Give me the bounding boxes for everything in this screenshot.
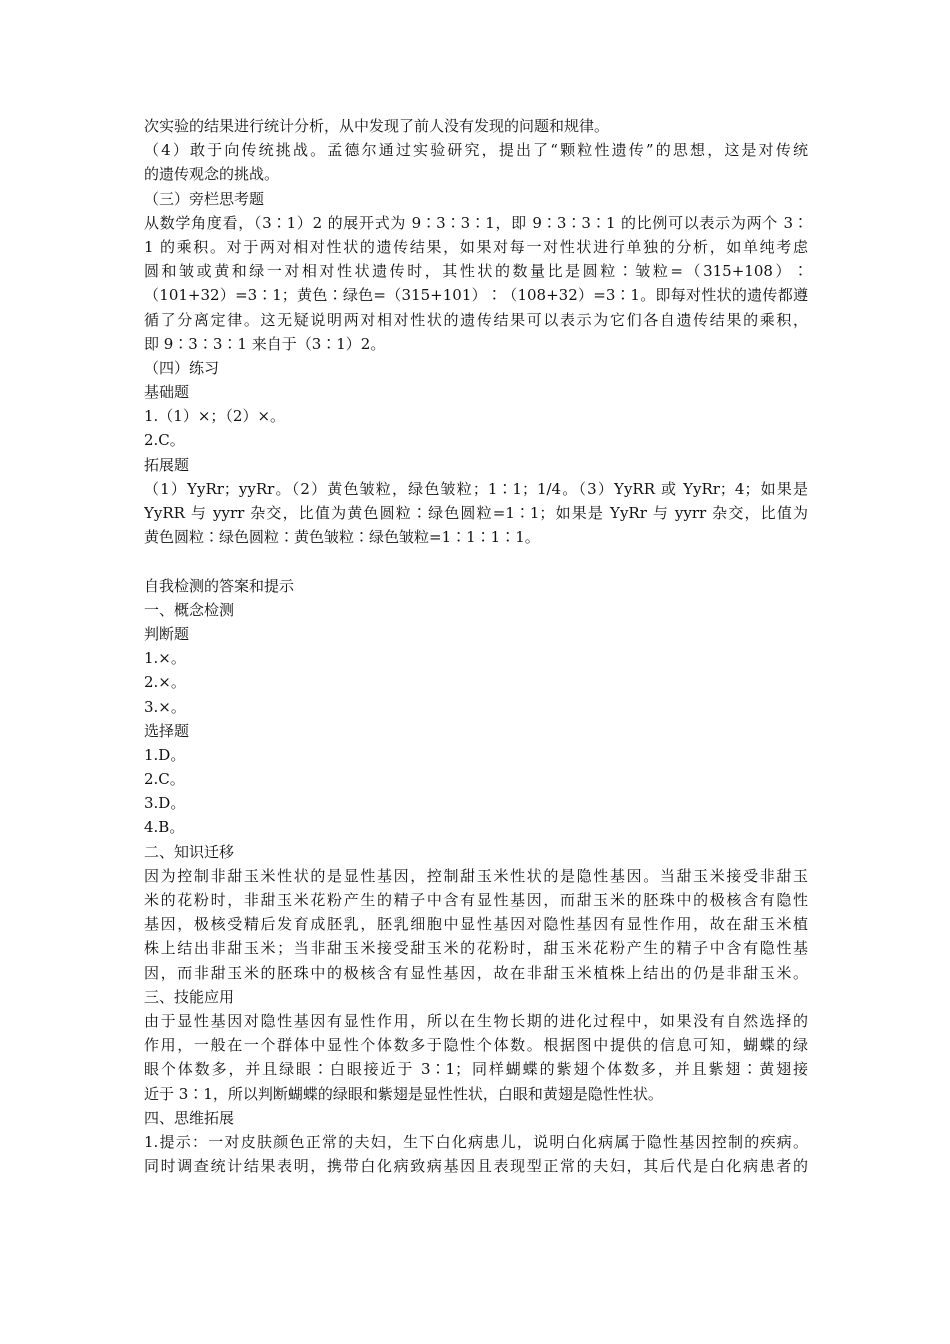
answer-line: 1.（1）×；（2）×。 xyxy=(144,407,286,426)
text-line: 从数学角度看，（3∶1）2 的展开式为 9∶3∶3∶1，即 9∶3∶3∶1 的比例可以表示为两个 3∶ xyxy=(144,213,808,232)
text-line: 即 9∶3∶3∶1 来自于（3∶1）2。 xyxy=(144,334,386,353)
subsection-heading: 拓展题 xyxy=(144,455,190,474)
text-line: 作用，一般在一个群体中显性个体数多于隐性个体数。根据图中提供的信息可知，蝴蝶的绿 xyxy=(144,1036,808,1055)
text-line: （4）敢于向传统挑战。孟德尔通过实验研究，提出了“颗粒性遗传”的思想，这是对传统 xyxy=(144,141,808,160)
text-line: 因，而非甜玉米的胚珠中的极核含有显性基因，故在非甜玉米植株上结出的仍是非甜玉米。 xyxy=(144,963,808,982)
text-line: 循了分离定律。这无疑说明两对相对性状的遗传结果可以表示为它们各自遗传结果的乘积， xyxy=(144,310,808,329)
document-page xyxy=(144,114,808,1178)
text-line: 近于 3∶1，所以判断蝴蝶的绿眼和紫翅是显性性状，白眼和黄翅是隐性性状。 xyxy=(144,1084,663,1103)
section-heading: 四、思维拓展 xyxy=(144,1108,235,1127)
text-line: （101+32）=3∶1；黄色∶绿色=（315+101）∶（108+32）=3∶1。即每对性状的遗传都遵 xyxy=(144,286,808,305)
section-title: 自我检测的答案和提示 xyxy=(144,576,295,595)
answer-line: 3.D。 xyxy=(144,794,186,813)
text-line: 株上结出非甜玉米；当非甜玉米接受甜玉米的花粉时，甜玉米花粉产生的精子中含有隐性基 xyxy=(144,939,808,958)
answer-line: 3.×。 xyxy=(144,697,186,716)
text-line: 由于显性基因对隐性基因有显性作用，所以在生物长期的进化过程中，如果没有自然选择的 xyxy=(144,1011,808,1030)
text-line: 1 的乘积。对于两对相对性状的遗传结果，如果对每一对性状进行单独的分析，如单纯考虑 xyxy=(144,237,808,256)
section-heading: 一、概念检测 xyxy=(144,600,235,619)
section-heading: （三）旁栏思考题 xyxy=(144,189,265,208)
section-self-check xyxy=(144,574,808,1179)
section-heading: 三、技能应用 xyxy=(144,987,235,1006)
section-heading: 二、知识迁移 xyxy=(144,842,235,861)
section-heading: （四）练习 xyxy=(144,358,220,377)
answer-line: 1.D。 xyxy=(144,745,186,764)
text-line: 的遗传观念的挑战。 xyxy=(144,165,280,184)
text-line: 因为控制非甜玉米性状的是显性基因，控制甜玉米性状的是隐性基因。当甜玉米接受非甜玉 xyxy=(144,866,808,885)
subsection-heading: 判断题 xyxy=(144,624,190,643)
answer-line: 1.×。 xyxy=(144,649,186,668)
answer-line: 2.×。 xyxy=(144,673,186,692)
answer-line: 2.C。 xyxy=(144,770,185,789)
text-line: 1.提示：一对皮肤颜色正常的夫妇，生下白化病患儿，说明白化病属于隐性基因控制的疾病。 xyxy=(144,1132,808,1151)
text-line: 米的花粉时，非甜玉米花粉产生的精子中含有显性基因，而甜玉米的胚珠中的极核含有隐性 xyxy=(144,891,808,909)
text-line: 圆和皱或黄和绿一对相对性状遗传时，其性状的数量比是圆粒∶皱粒=（315+108）∶ xyxy=(144,262,808,281)
text-line: 同时调查统计结果表明，携带白化病致病基因且表现型正常的夫妇，其后代是白化病患者的 xyxy=(144,1157,808,1176)
answer-line: 黄色圆粒∶绿色圆粒∶黄色皱粒∶绿色皱粒=1∶1∶1∶1。 xyxy=(144,528,540,547)
answer-line: （1）YyRr；yyRr。（2）黄色皱粒，绿色皱粒；1∶1；1/4。（3）YyRR 或 YyRr；4；如果是 xyxy=(144,479,808,498)
section-answers-continued xyxy=(144,114,808,549)
subsection-heading: 选择题 xyxy=(144,721,190,740)
text-line: 次实验的结果进行统计分析，从中发现了前人没有发现的问题和规律。 xyxy=(144,117,610,135)
text-line: 眼个体数多，并且绿眼∶白眼接近于 3∶1；同样蝴蝶的紫翅个体数多，并且紫翅∶黄翅接 xyxy=(144,1060,808,1079)
text-line: 基因，极核受精后发育成胚乳，胚乳细胞中显性基因对隐性基因有显性作用，故在甜玉米植 xyxy=(144,915,808,934)
answer-line: YyRR 与 yyrr 杂交，比值为黄色圆粒∶绿色圆粒=1∶1；如果是 YyRr 与 yyrr 杂交，比值为 xyxy=(144,504,808,522)
answer-line: 2.C。 xyxy=(144,431,185,450)
subsection-heading: 基础题 xyxy=(144,383,190,402)
blank-line xyxy=(144,549,808,573)
answer-line: 4.B。 xyxy=(144,818,185,837)
